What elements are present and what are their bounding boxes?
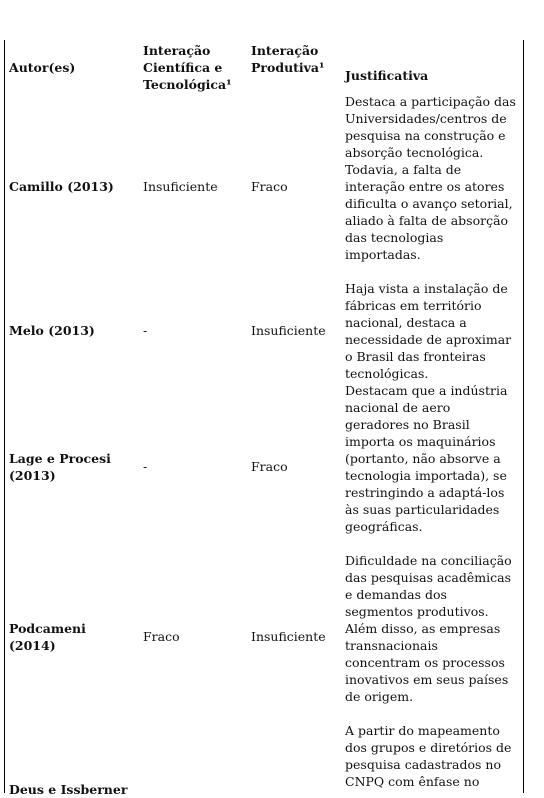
row-1-justification: Destaca a participação das Universidades/centros de pesquisa na construção e absorção tecnológica. Todavia, a falta de interação entre os atores dificulta o avanço setorial, aliado à falta de absorção das tecnologias importadas. [345, 94, 516, 262]
table-left-border [4, 40, 5, 793]
row-4-sci-tech: Fraco [143, 629, 180, 644]
header-sci-tech: Interação Científica e Tecnológica¹ [143, 43, 232, 92]
row-1-author: Camillo (2013) [9, 179, 114, 194]
row-4-author: Podcameni (2014) [9, 621, 86, 653]
header-author: Autor(es) [9, 60, 76, 75]
header-productive: Interação Produtiva¹ [251, 43, 325, 75]
row-2-sci-tech: - [143, 323, 148, 338]
row-5-justification: A partir do mapeamento dos grupos e diretórios de pesquisa cadastrados no CNPQ com ênfase no [345, 723, 512, 789]
table-right-border [523, 40, 524, 793]
row-2-productive: Insuficiente [251, 323, 326, 338]
row-3-sci-tech: - [143, 459, 148, 474]
row-5-author: Deus e Issberner [9, 782, 128, 797]
row-2-author: Melo (2013) [9, 323, 95, 338]
row-4-productive: Insuficiente [251, 629, 326, 644]
row-3-author: Lage e Procesi (2013) [9, 451, 111, 483]
row-2-justification: Haja vista a instalação de fábricas em território nacional, destaca a necessidade de aproximar o Brasil das fronteiras tecnológicas. [345, 281, 512, 381]
header-justification: Justificativa [345, 68, 429, 83]
row-1-productive: Fraco [251, 179, 288, 194]
row-3-productive: Fraco [251, 459, 288, 474]
row-1-sci-tech: Insuficiente [143, 179, 218, 194]
row-3-justification: Destacam que a indústria nacional de aero geradores no Brasil importa os maquinários (portanto, não absorve a tecnologia importada), se restringindo a adaptá-los às suas particularidades geográficas. [345, 383, 508, 534]
row-4-justification: Dificuldade na conciliação das pesquisas acadêmicas e demandas dos segmentos produtivos. Além disso, as empresas transnacionais concentram os processos inovativos em seus países de origem. [345, 553, 512, 704]
